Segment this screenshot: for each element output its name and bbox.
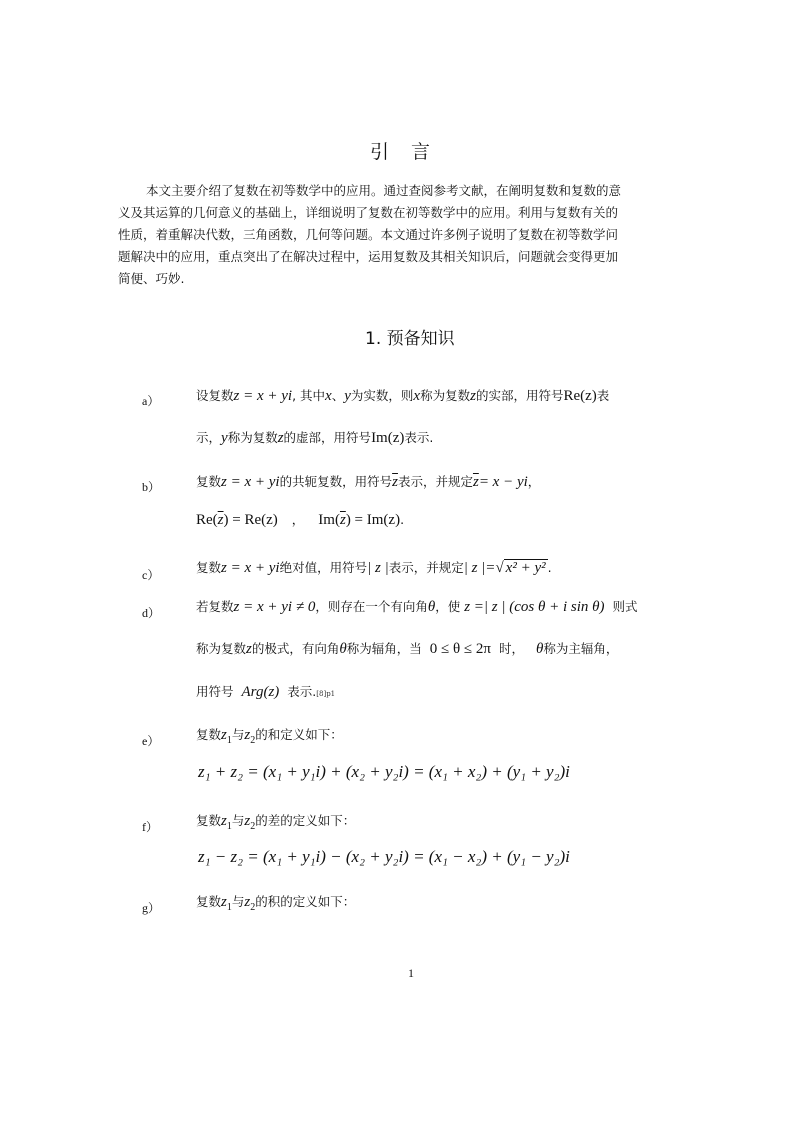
text: 表示. [287, 684, 317, 699]
item-d-line-2 [196, 639, 618, 658]
text: 的极式，有向角 [251, 641, 340, 656]
text: 、 [331, 388, 345, 403]
citation-ref: [8]p1 [316, 690, 336, 698]
math: z = x + yi [233, 388, 293, 404]
item-d-line-3 [196, 682, 335, 701]
math-z2: $z_2$ [244, 894, 256, 913]
item-b-line-1 [196, 472, 540, 491]
math: y [344, 388, 351, 404]
text: ， [291, 512, 305, 527]
item-a-line-2 [196, 428, 433, 447]
text: 的积的定义如下： [255, 894, 356, 909]
item-e-line-1 [196, 725, 343, 746]
math: Re(z) [563, 388, 597, 404]
intro-line-3: 性质，着重解决代数，三角函数，几何等问题。本文通过许多例子说明了复数在初等数学问 [118, 227, 619, 242]
math: x [413, 388, 421, 404]
text: , 其中 [292, 388, 326, 403]
item-d-line-1 [196, 597, 638, 616]
text: 复数 [196, 560, 222, 575]
math: x [325, 388, 332, 404]
item-f-label: f） [142, 820, 158, 834]
text: 称为复数 [227, 430, 278, 445]
math-z1: $z_1$ [221, 894, 232, 913]
text: 为实数，则 [350, 388, 414, 403]
text: 复数 [196, 894, 222, 909]
text: 用符号 [196, 684, 234, 699]
text: ，使 [435, 599, 461, 614]
text: 称为复数 [196, 641, 247, 656]
intro-line-1: 本文主要介绍了复数在初等数学中的应用。通过查阅参考文献，在阐明复数和复数的意 [146, 183, 622, 198]
page-title: 引言 [370, 141, 453, 163]
math: z [277, 430, 284, 446]
text: 称为辐角，当 [346, 641, 422, 656]
math: | z |= [463, 560, 496, 576]
text: 称为主辐角， [543, 641, 619, 656]
text: 若复数 [196, 599, 234, 614]
math: z =| z | (cos θ + i sin θ) [464, 599, 605, 615]
text: 的实部，用符号 [475, 388, 564, 403]
text: 设复数 [196, 388, 234, 403]
math: ) = Im(z) [345, 512, 401, 528]
math: y [221, 430, 228, 446]
item-b-line-2 [196, 510, 404, 529]
item-a-line-1 [196, 386, 609, 405]
math-z2: $z_2$ [244, 813, 256, 832]
math: ) = Re(z) [223, 512, 278, 528]
sqrt-radicand: x² + y² [505, 560, 546, 576]
text: 称为复数 [420, 388, 471, 403]
math: θ [339, 641, 347, 657]
intro-line-5: 简便、巧妙. [118, 271, 185, 286]
text: 复数 [196, 474, 222, 489]
text: ， [527, 474, 541, 489]
text: 复数 [196, 727, 222, 742]
math: $\overline{z}$ [217, 512, 224, 528]
math: θ [536, 641, 544, 657]
math: $\overline{z}$ [339, 512, 346, 528]
text: 的共轭复数，用符号 [279, 474, 393, 489]
difference-formula: z₁ − z₂ = (x₁ + y₁i) − (x₂ + y₂i) = (x₁ − x₂) + (y₁ − y₂)i [198, 847, 570, 866]
intro-line-2: 义及其运算的几何意义的基础上，详细说明了复数在初等数学中的应用。利用与复数有关的 [118, 205, 619, 220]
text: 绝对值，用符号 [279, 560, 368, 575]
text: 与 [231, 813, 245, 828]
text: 表示. [404, 430, 434, 445]
math: z = x + yi [221, 560, 280, 576]
text: ，则存在一个有向角 [315, 599, 428, 614]
math-z1: $z_1$ [221, 813, 232, 832]
text: 表示，并规定 [388, 560, 464, 575]
math: = x − yi [478, 474, 528, 490]
text: 的虚部，用符号 [283, 430, 372, 445]
item-b-label: b） [142, 480, 161, 494]
page-number: 1 [408, 966, 414, 980]
conjugate-symbol: $\overline{z}$ [472, 474, 479, 490]
text: . [547, 560, 552, 575]
text: 与 [231, 894, 245, 909]
item-g-label: g） [142, 901, 161, 915]
section-heading: 1. 预备知识 [365, 329, 455, 349]
text: 表示，并规定 [397, 474, 473, 489]
item-d-label: d） [142, 606, 161, 620]
math-z1: $z_1$ [221, 727, 232, 746]
math: z = x + yi [221, 474, 280, 490]
sum-formula: z₁ + z₂ = (x₁ + y₁i) + (x₂ + y₂i) = (x₁ + x₂) + (y₁ + y₂)i [198, 762, 570, 781]
math: Im(z) [371, 430, 405, 446]
intro-paragraph [118, 180, 678, 290]
math: z [246, 641, 252, 657]
text: 与 [231, 727, 245, 742]
math: Re( [196, 512, 218, 528]
text: 的差的定义如下： [255, 813, 356, 828]
text: 的和定义如下： [255, 727, 343, 742]
math-z2: $z_2$ [244, 727, 256, 746]
item-a-label: a） [142, 394, 160, 408]
text: 示， [196, 430, 222, 445]
text: 复数 [196, 813, 222, 828]
text: 则式 [612, 599, 638, 614]
intro-line-4: 题解决中的应用，重点突出了在解决过程中，运用复数及其相关知识后，问题就会变得更加 [118, 249, 619, 264]
item-c-label: c） [142, 568, 160, 582]
item-g-line-1 [196, 892, 355, 913]
text: . [400, 512, 405, 527]
text: 表 [596, 388, 610, 403]
item-f-line-1 [196, 811, 355, 832]
math: Im( [318, 512, 340, 528]
math: θ [427, 599, 436, 615]
math: z = x + yi ≠ 0 [233, 599, 316, 615]
math: Arg(z) [241, 684, 280, 700]
item-e-label: e） [142, 734, 160, 748]
conjugate-symbol: $\overline{z}$ [392, 474, 398, 490]
sqrt-sign: √ [495, 560, 504, 576]
math: 0 ≤ θ ≤ 2π [429, 641, 491, 657]
math: | z | [367, 560, 389, 576]
math: z [470, 388, 476, 404]
text: 时， [499, 641, 525, 656]
item-c-line-1 [196, 558, 552, 577]
